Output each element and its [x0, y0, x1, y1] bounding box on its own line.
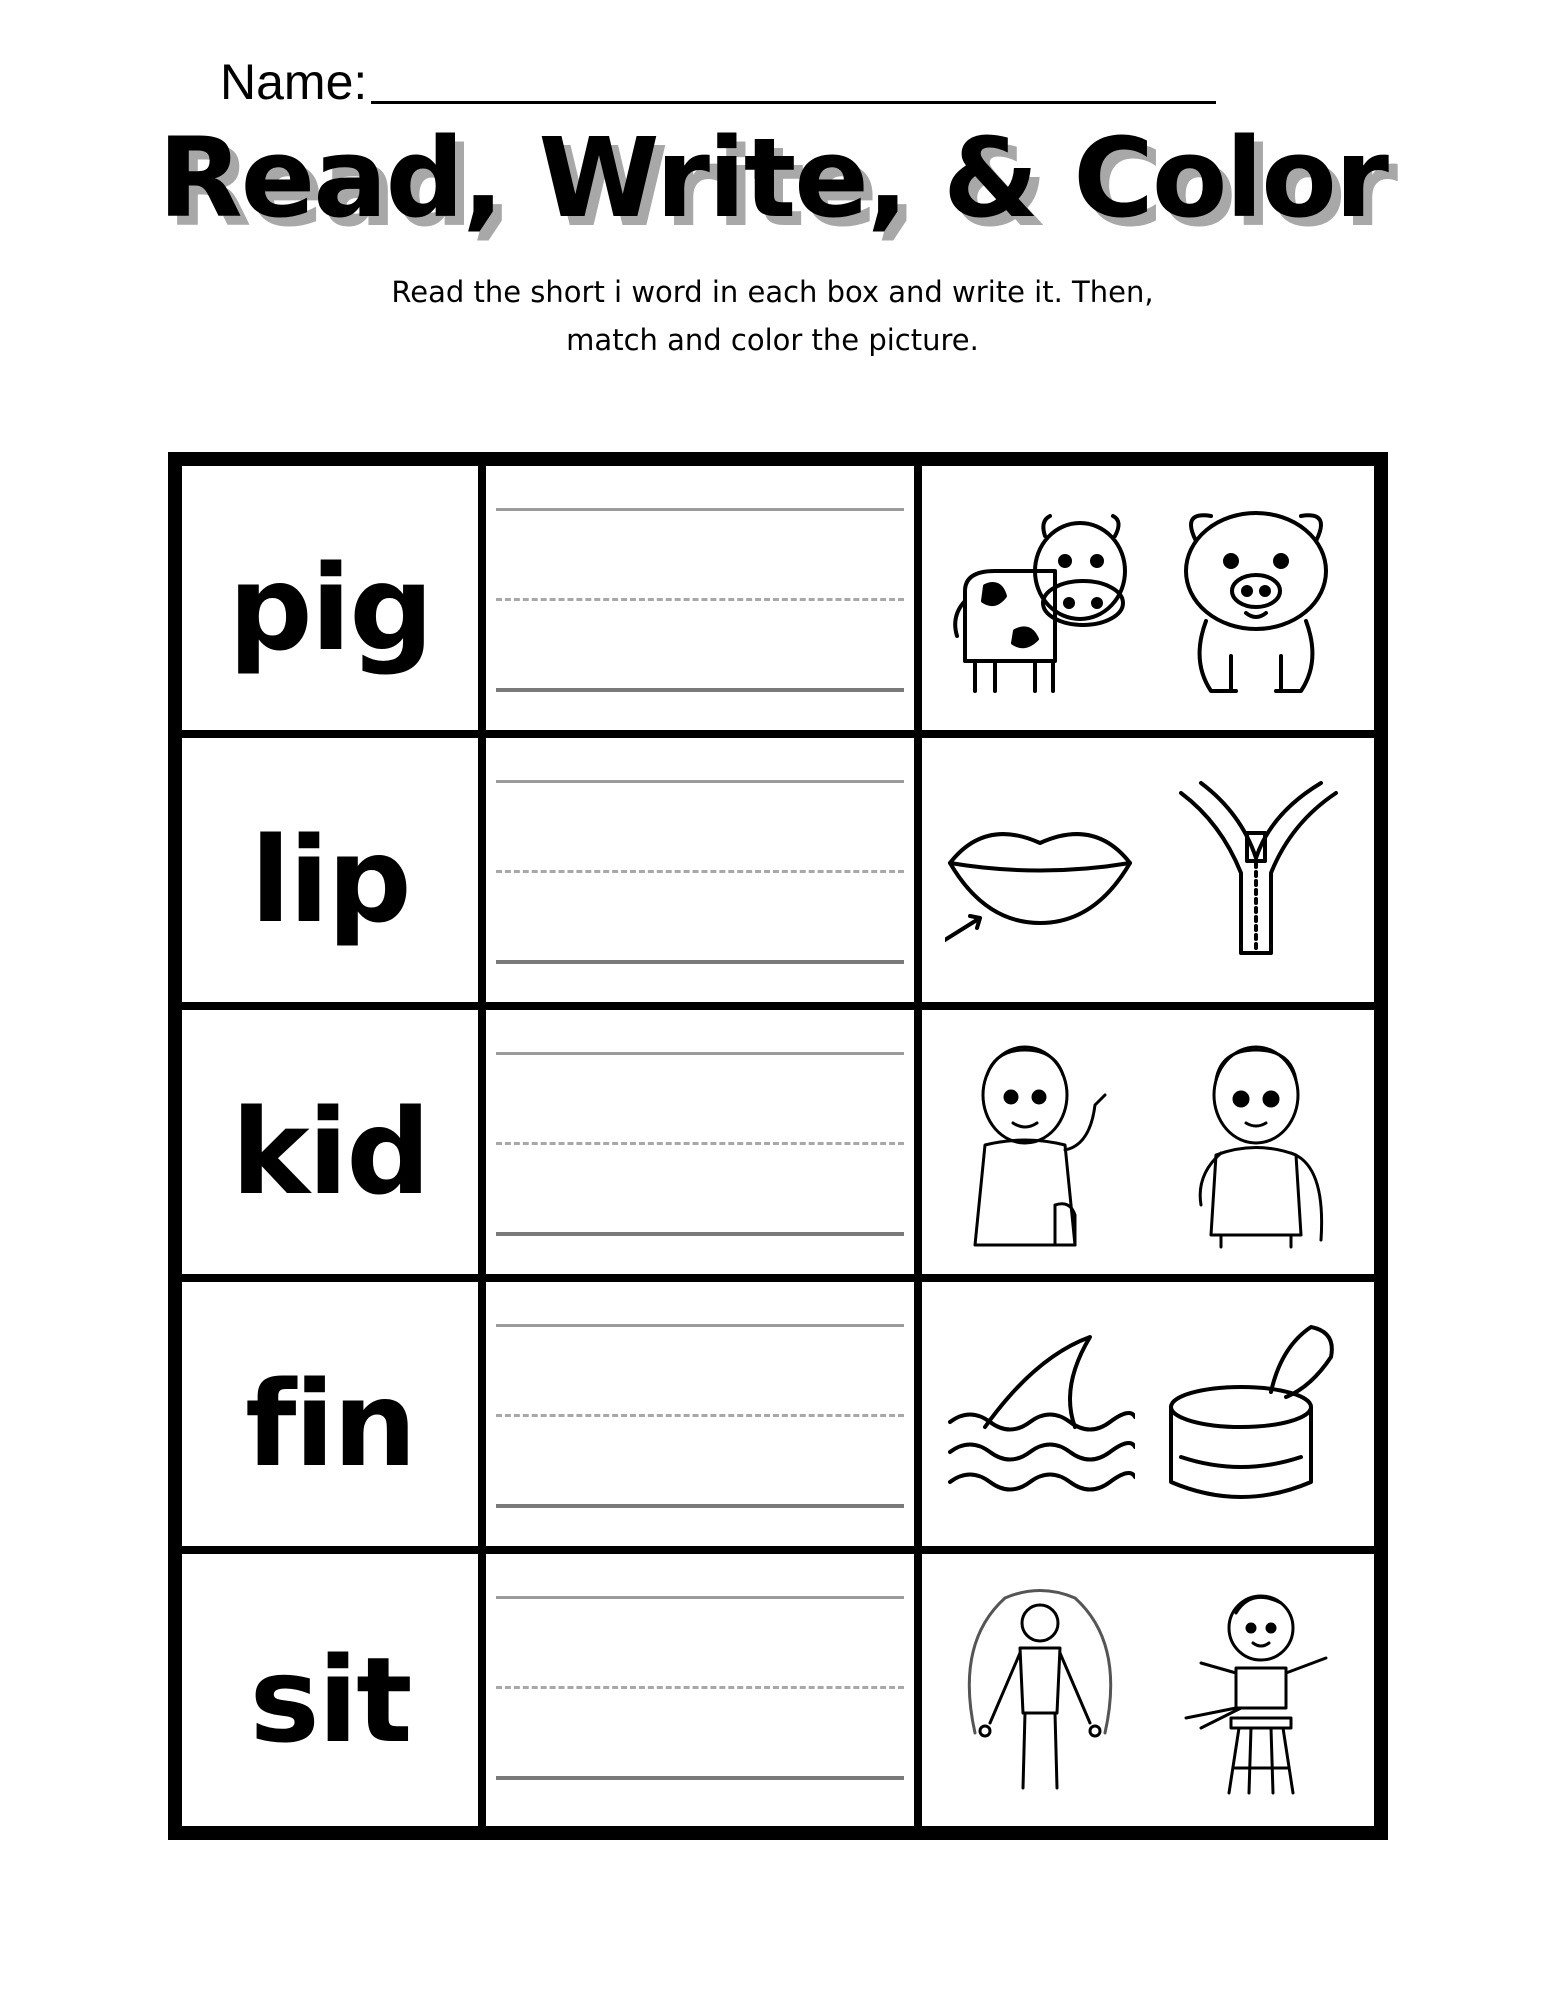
word-cell [182, 738, 486, 1010]
picture-cell [922, 1554, 1374, 1826]
pig-icon[interactable] [1161, 491, 1351, 706]
guide-base-line [496, 688, 904, 692]
zipper-icon[interactable] [1161, 763, 1351, 978]
kid-icon[interactable] [1161, 1035, 1351, 1250]
write-cell[interactable] [486, 1554, 922, 1826]
name-field-row [220, 52, 1216, 112]
guide-top-line [496, 1324, 904, 1327]
guide-base-line [496, 1232, 904, 1236]
guide-top-line [496, 1052, 904, 1055]
word-label: lip [250, 811, 410, 949]
guide-mid-line [496, 1686, 904, 1689]
guide-mid-line [496, 1414, 904, 1417]
worksheet-grid [168, 452, 1388, 1840]
guide-top-line [496, 780, 904, 783]
word-cell [182, 1010, 486, 1282]
picture-cell [922, 1010, 1374, 1282]
sitting-kid-icon[interactable] [1161, 1583, 1351, 1798]
guide-top-line [496, 508, 904, 511]
word-label: fin [245, 1355, 415, 1493]
tin-can-icon[interactable] [1161, 1307, 1351, 1522]
word-cell [182, 1554, 486, 1826]
cow-icon[interactable] [945, 491, 1135, 706]
write-cell[interactable] [486, 1282, 922, 1554]
instructions-line-1: Read the short i word in each box and write it. Then, [391, 275, 1154, 309]
guide-top-line [496, 1596, 904, 1599]
picture-cell [922, 466, 1374, 738]
name-write-line[interactable] [371, 101, 1216, 104]
word-cell [182, 1282, 486, 1554]
guide-base-line [496, 1504, 904, 1508]
guide-mid-line [496, 870, 904, 873]
guide-mid-line [496, 1142, 904, 1145]
guide-mid-line [496, 598, 904, 601]
lips-icon[interactable] [945, 763, 1135, 978]
name-label: Name: [220, 54, 368, 110]
grandpa-icon[interactable] [945, 1035, 1135, 1250]
word-label: sit [249, 1631, 411, 1769]
picture-cell [922, 738, 1374, 1010]
word-cell [182, 466, 486, 738]
guide-base-line [496, 960, 904, 964]
shark-fin-icon[interactable] [945, 1307, 1135, 1522]
jump-rope-icon[interactable] [945, 1583, 1135, 1798]
instructions-line-2: match and color the picture. [566, 323, 979, 357]
guide-base-line [496, 1776, 904, 1780]
write-cell[interactable] [486, 738, 922, 1010]
picture-cell [922, 1282, 1374, 1554]
instructions [0, 268, 1545, 364]
word-label: pig [228, 539, 432, 677]
write-cell[interactable] [486, 1010, 922, 1282]
page-title: Read, Write, & Color [157, 114, 1388, 242]
write-cell[interactable] [486, 466, 922, 738]
word-label: kid [231, 1083, 429, 1221]
